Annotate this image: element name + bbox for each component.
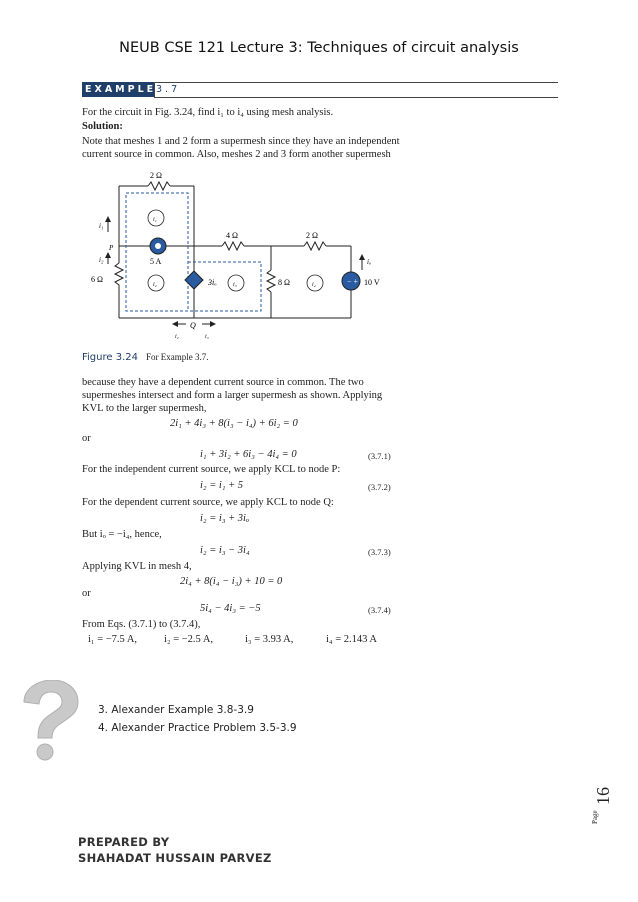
intro-line-1: Note that meshes 1 and 2 form a supermesh since they have an independent	[82, 136, 400, 147]
label-i2-mesh: i₂	[153, 282, 157, 288]
question-mark-icon	[12, 680, 82, 762]
result-i2: i₂ = −2.5 A,	[164, 634, 214, 645]
label-i3-q: i₃	[205, 334, 209, 340]
or-2: or	[82, 588, 91, 599]
equation-1-number: (3.7.1)	[368, 451, 391, 461]
figure-number: Figure 3.24	[82, 352, 138, 363]
result-i3: i₃ = 3.93 A,	[245, 634, 294, 645]
reference-list	[98, 701, 297, 737]
footer-author: SHAHADAT HUSSAIN PARVEZ	[78, 851, 272, 865]
equation-1: i₁ + 3i₂ + 6i₃ − 4i₄ = 0	[200, 449, 297, 460]
label-r-left: 6 Ω	[91, 275, 103, 284]
body-line-1: because they have a dependent current source in common. The two	[82, 377, 364, 388]
label-r-mid: 4 Ω	[226, 231, 238, 240]
label-i4-mesh: i₄	[312, 282, 316, 288]
equation-4: 5i₄ − 4i₃ = −5	[200, 603, 261, 614]
label-node-p: P	[109, 244, 114, 252]
label-src-current: 5 A	[150, 257, 162, 266]
label-i1-arrow: i₁	[99, 222, 104, 230]
kcl-q-text: For the dependent current source, we apply KCL to node Q:	[82, 497, 334, 508]
solution-label: Solution:	[82, 121, 123, 132]
equation-mesh4: 2i₄ + 8(i₄ − i₃) + 10 = 0	[180, 576, 283, 587]
result-i4: i₄ = 2.143 A	[326, 634, 378, 645]
label-r-vert: 8 Ω	[278, 278, 290, 287]
or-1: or	[82, 433, 91, 444]
equation-main: 2i₁ + 4i₃ + 8(i₃ − i₄) + 6i₂ = 0	[170, 418, 298, 429]
label-i2-arrow: i₂	[99, 256, 104, 264]
figure-caption	[82, 352, 208, 363]
footer-prepared-by: PREPARED BY	[78, 835, 170, 849]
list-item: 4. Alexander Practice Problem 3.5-3.9	[98, 722, 297, 734]
banner-rule-bottom	[154, 97, 558, 98]
list-item: 3. Alexander Example 3.8-3.9	[98, 704, 254, 716]
circuit-figure	[86, 166, 396, 346]
body-line-2: supermeshes intersect and form a larger supermesh as shown. Applying	[82, 390, 383, 401]
footer	[78, 834, 272, 866]
from-text: From Eqs. (3.7.1) to (3.7.4),	[82, 619, 201, 630]
intro-line-2: current source in common. Also, meshes 2 and 3 form another supermesh	[82, 149, 391, 160]
equation-q: i₂ = i₃ + 3iₒ	[200, 513, 249, 524]
label-src-dep: 3iₒ	[208, 278, 217, 287]
example-number: 3.7	[156, 84, 181, 95]
kcl-p-text: For the independent current source, we apply KCL to node P:	[82, 464, 341, 475]
kvl4-text: Applying KVL in mesh 4,	[82, 561, 192, 572]
but-text: But iₒ = −i₄, hence,	[82, 529, 162, 540]
page-header: NEUB CSE 121 Lecture 3: Techniques of circuit analysis	[119, 40, 519, 56]
equation-2: i₂ = i₁ + 5	[200, 480, 244, 491]
equation-4-number: (3.7.4)	[368, 605, 391, 615]
label-io: iₒ	[367, 258, 371, 266]
example-banner	[82, 82, 558, 98]
label-node-q: Q	[190, 321, 196, 330]
result-i1: i₁ = −7.5 A,	[88, 634, 138, 645]
equation-2-number: (3.7.2)	[368, 482, 391, 492]
label-src-volt: 10 V	[364, 278, 380, 287]
equation-3-number: (3.7.3)	[368, 547, 391, 557]
page-label: Page	[591, 810, 599, 824]
label-i2-q: i₂	[175, 334, 179, 340]
svg-text:− +: − +	[347, 277, 359, 286]
label-r-top: 2 Ω	[150, 171, 162, 180]
label-i3-mesh: i₃	[233, 282, 237, 288]
figure-caption-text: For Example 3.7.	[145, 352, 209, 362]
problem-statement: For the circuit in Fig. 3.24, find i₁ to i₄ using mesh analysis.	[82, 107, 334, 118]
label-i1-mesh: i₁	[153, 217, 157, 223]
label-r-right: 2 Ω	[306, 231, 318, 240]
page-number	[585, 770, 615, 830]
banner-rule-top	[154, 82, 558, 83]
page-number-value: 16	[593, 787, 613, 805]
example-label: EXAMPLE	[82, 82, 154, 97]
body-line-3: KVL to the larger supermesh,	[82, 403, 207, 414]
equation-3: i₂ = i₃ − 3i₄	[200, 545, 250, 556]
